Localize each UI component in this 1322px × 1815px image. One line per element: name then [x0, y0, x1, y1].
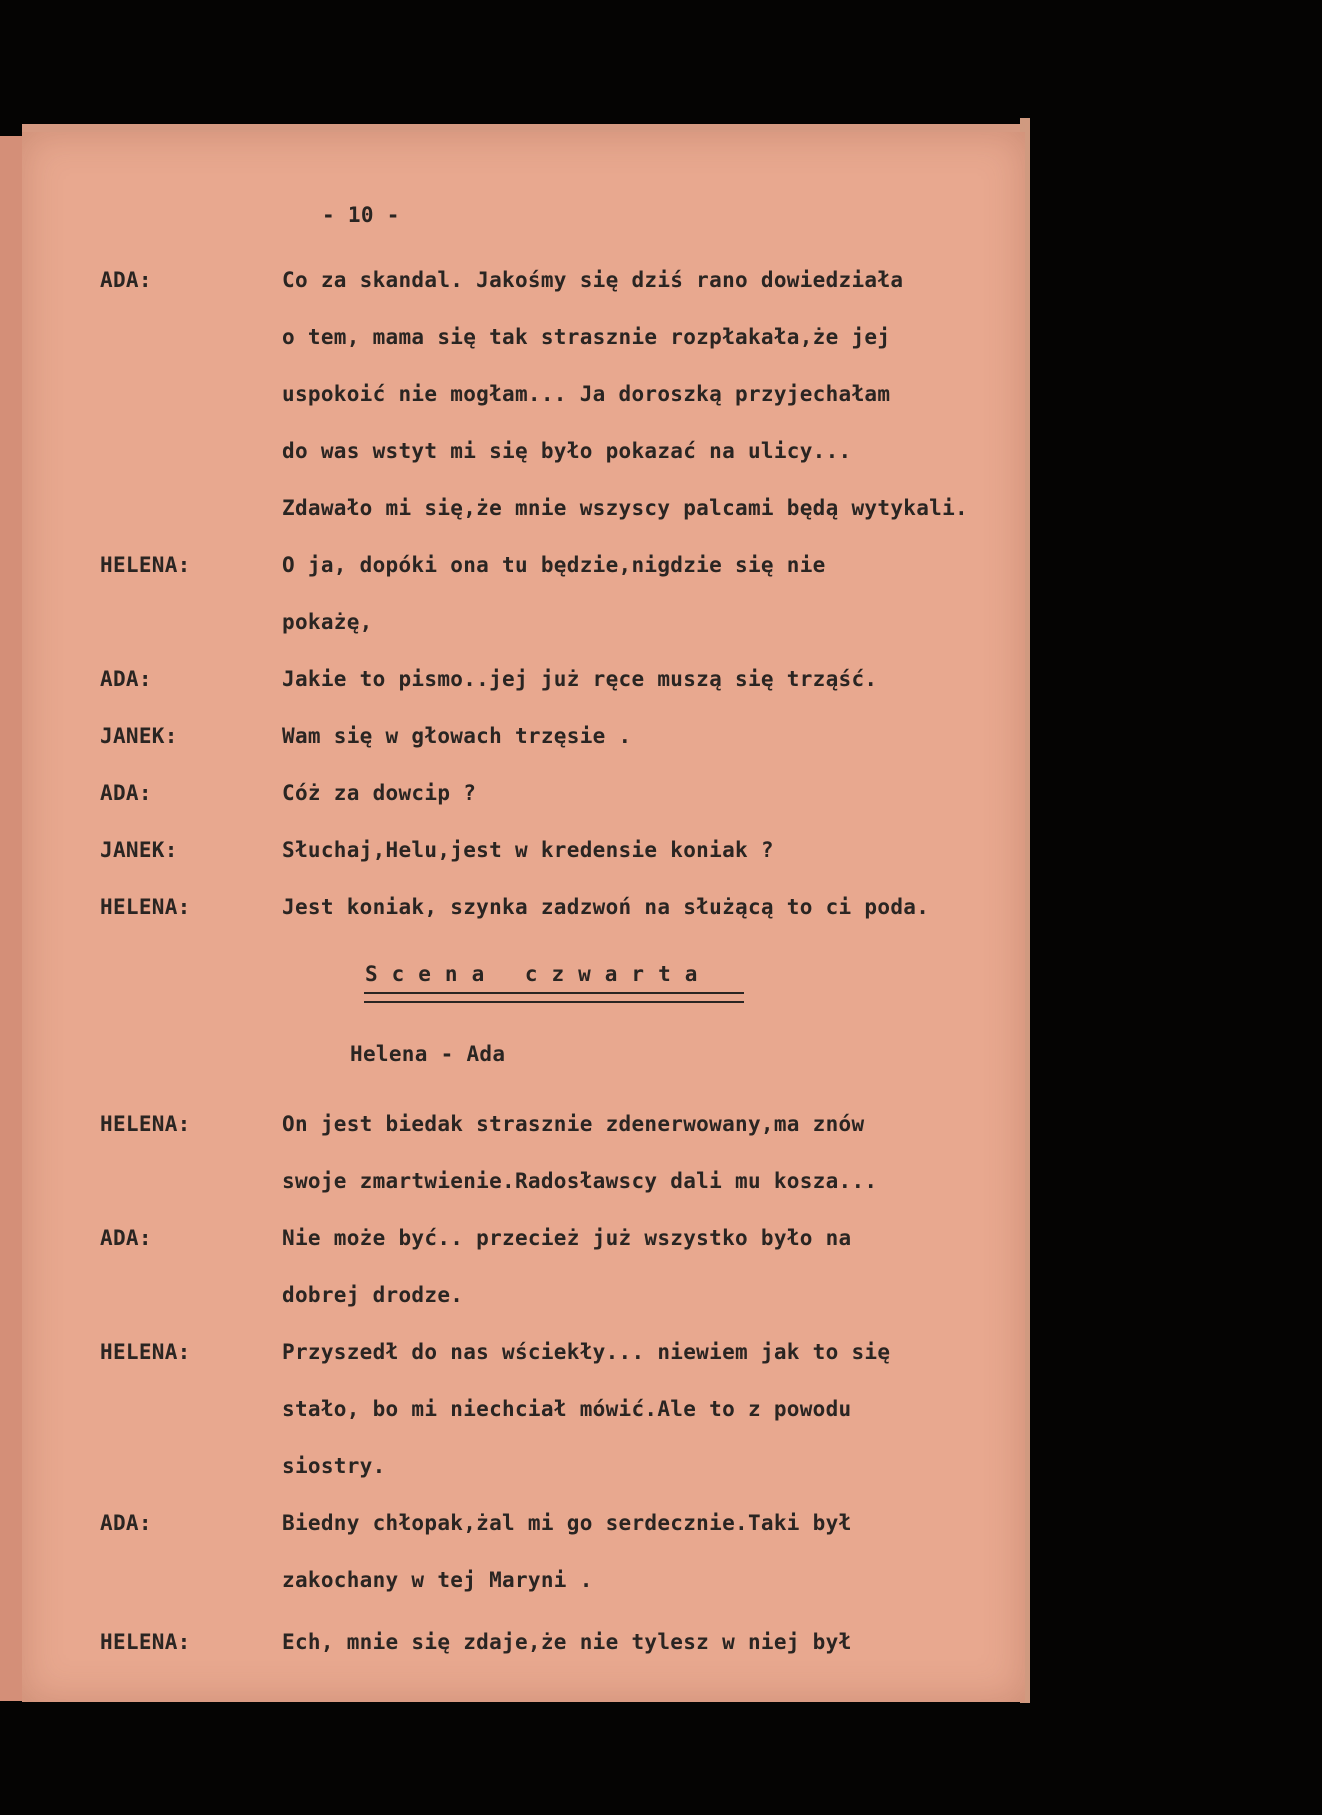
dialogue-line: pokażę, — [282, 610, 373, 634]
speaker-label: ADA: — [100, 667, 152, 691]
dialogue-line: swoje zmartwienie.Radosławscy dali mu kosza... — [282, 1169, 878, 1193]
speaker-label: HELENA: — [100, 1340, 191, 1364]
speaker-label: ADA: — [100, 781, 152, 805]
speaker-label: HELENA: — [100, 1630, 191, 1654]
dialogue-line: Zdawało mi się,że mnie wszyscy palcami będą wytykali. — [282, 496, 968, 520]
scene-characters: Helena - Ada — [350, 1042, 506, 1066]
dialogue-line: zakochany w tej Maryni . — [282, 1568, 593, 1592]
speaker-label: ADA: — [100, 268, 152, 292]
dialogue-line: O ja, dopóki ona tu będzie,nigdzie się nie — [282, 553, 826, 577]
scene-heading: Scena czwarta — [365, 962, 712, 986]
dialogue-line: Przyszedł do nas wściekły... niewiem jak to się — [282, 1340, 891, 1364]
dialogue-line: Ech, mnie się zdaje,że nie tylesz w niej był — [282, 1630, 852, 1654]
dialogue-line: o tem, mama się tak strasznie rozpłakała,że jej — [282, 325, 891, 349]
speaker-label: ADA: — [100, 1226, 152, 1250]
previous-page-edge — [0, 136, 24, 1701]
dialogue-line: Co za skandal. Jakośmy się dziś rano dowiedziała — [282, 268, 904, 292]
speaker-label: HELENA: — [100, 553, 191, 577]
dialogue-line: Cóż za dowcip ? — [282, 781, 477, 805]
dialogue-line: Wam się w głowach trzęsie . — [282, 724, 632, 748]
dialogue-line: Słuchaj,Helu,jest w kredensie koniak ? — [282, 838, 774, 862]
page-number: - 10 - — [322, 203, 400, 227]
dialogue-line: On jest biedak strasznie zdenerwowany,ma znów — [282, 1112, 865, 1136]
dialogue-line: do was wstyt mi się było pokazać na ulicy... — [282, 439, 852, 463]
speaker-label: HELENA: — [100, 895, 191, 919]
dialogue-line: Nie może być.. przecież już wszystko było na — [282, 1226, 852, 1250]
scene-heading-underline — [364, 992, 744, 1003]
dialogue-line: Biedny chłopak,żal mi go serdecznie.Taki był — [282, 1511, 852, 1535]
dialogue-line: siostry. — [282, 1454, 386, 1478]
speaker-label: JANEK: — [100, 838, 178, 862]
speaker-label: ADA: — [100, 1511, 152, 1535]
dialogue-line: stało, bo mi niechciał mówić.Ale to z powodu — [282, 1397, 852, 1421]
speaker-label: HELENA: — [100, 1112, 191, 1136]
dialogue-line: dobrej drodze. — [282, 1283, 464, 1307]
dialogue-line: Jakie to pismo..jej już ręce muszą się trząść. — [282, 667, 878, 691]
dialogue-line: Jest koniak, szynka zadzwoń na służącą to ci poda. — [282, 895, 930, 919]
dialogue-line: uspokoić nie mogłam... Ja doroszką przyjechałam — [282, 382, 891, 406]
speaker-label: JANEK: — [100, 724, 178, 748]
